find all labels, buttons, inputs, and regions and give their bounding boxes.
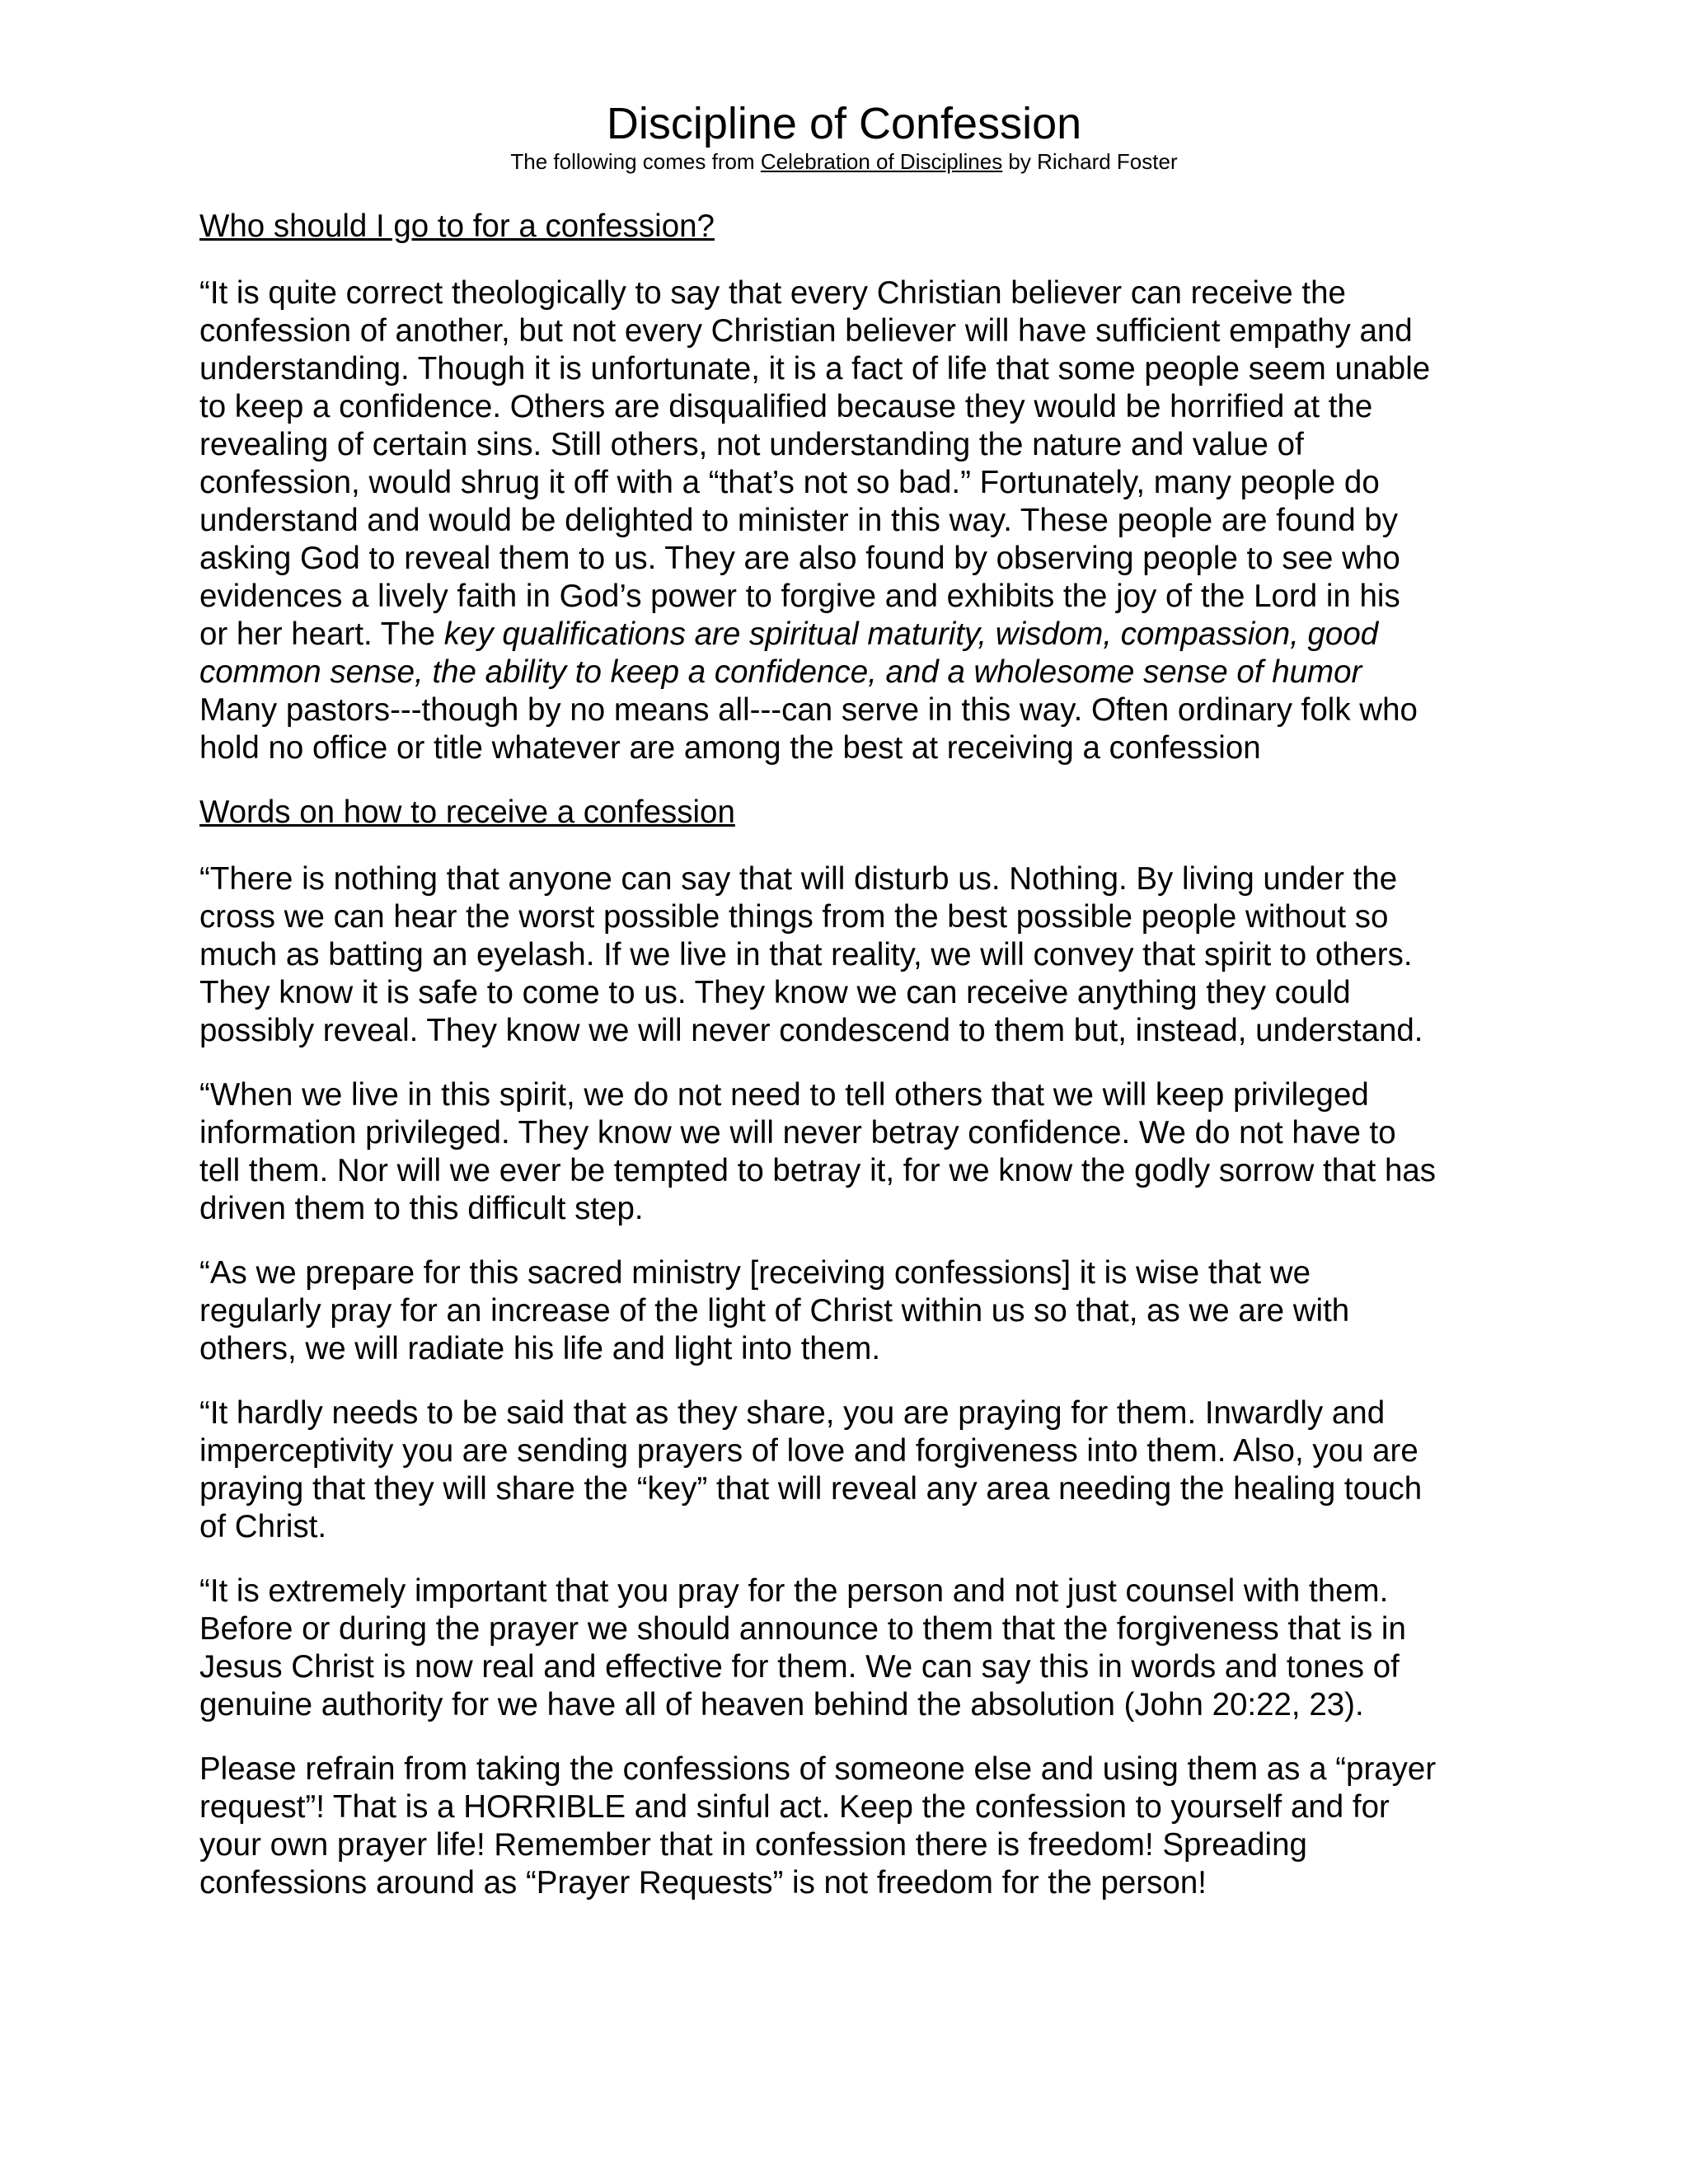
section-heading-how-to-receive: Words on how to receive a confession	[199, 794, 735, 830]
paragraph-sacred-ministry: “As we prepare for this sacred ministry [receiving confessions] it is wise that we regularly pray for an increase of the light of Christ within us so that, as we are with others, we will radiate his life and light into them.	[199, 1255, 1350, 1366]
paragraph-prayer-request-warning: Please refrain from taking the confessions of someone else and using them as a “prayer request”! That is a HORRIBLE and sinful act. Keep the confession to yourself and for your own prayer life! Remember that in confession there is freedom! Spreading confessions around as “Prayer Requests” is not freedom for the person!	[199, 1751, 1437, 1900]
paragraph-praying-for-them: “It hardly needs to be said that as they share, you are praying for them. Inwardly and imperceptivity you are sending prayers of love and forgiveness into them. Also, you are praying that they will share the “key” that will reveal any area needing the healing touch of Christ.	[199, 1395, 1423, 1544]
paragraph-text: Many pastors---though by no means all---can serve in this way. Often ordinary folk who hold no office or title whatever are among the best at receiving a confession	[199, 692, 1418, 766]
paragraph-privileged-information: “When we live in this spirit, we do not need to tell others that we will keep privileged information privileged. They know we will never betray confidence. We do not have to tell them. Nor will we ever be tempted to betray it, for we know the godly sorrow that has driven them to this difficult step.	[199, 1077, 1437, 1226]
document-subtitle	[0, 148, 1688, 175]
paragraph-qualifications	[199, 274, 1502, 767]
document-body	[199, 208, 1502, 1902]
paragraph-pray-not-counsel: “It is extremely important that you pray for the person and not just counsel with them. Before or during the prayer we should announce to them that the forgiveness that is in Jesus Christ is now real and effective for them. We can say this in words and tones of genuine authority for we have all of heaven behind the absolution (John 20:22, 23).	[199, 1573, 1406, 1722]
subtitle-book-title: Celebration of Disciplines	[760, 149, 1003, 174]
subtitle-suffix: by Richard Foster	[1002, 149, 1178, 174]
document-title: Discipline of Confession	[606, 99, 1082, 148]
paragraph-nothing-disturbs: “There is nothing that anyone can say that will disturb us. Nothing. By living under the cross we can hear the worst possible things from the best possible people without so much as batting an eyelash. If we live in that reality, we will convey that spirit to others. They know it is safe to come to us. They know we can receive anything they could possibly reveal. They know we will never condescend to them but, instead, understand.	[199, 861, 1423, 1048]
paragraph-italic-text: key qualifications are spiritual maturity, wisdom, compassion, good common sense, the ability to keep a confidence, and a wholesome sense of humor	[199, 616, 1379, 690]
section-heading-who-to-go-to: Who should I go to for a confession?	[199, 209, 715, 244]
subtitle-prefix: The following comes from	[510, 149, 761, 174]
paragraph-text: “It is quite correct theologically to say that every Christian believer can receive the confession of another, but not every Christian believer will have sufficient empathy and understanding. Though it is unfortunate, it is a fact of life that some people seem unable to keep a confidence. Others are disqualified because they would be horrified at the revealing of certain sins. Still others, not understanding the nature and value of confession, would shrug it off with a “that’s not so bad.” Fortunately, many people do understand and would be delighted to minister in this way. These people are found by asking God to reveal them to us. They are also found by observing people to see who evidences a lively faith in God’s power to forgive and exhibits the joy of the Lord in his or her heart. The	[199, 275, 1431, 652]
